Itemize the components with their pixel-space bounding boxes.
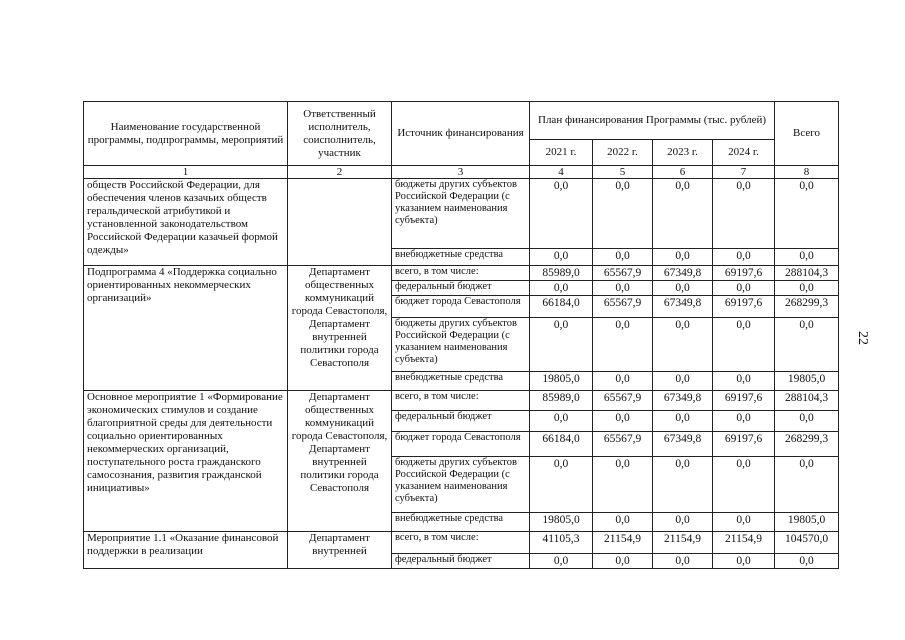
column-number: 3 <box>392 166 530 179</box>
total-value-cell: 288104,3 <box>775 266 839 281</box>
total-value-cell: 0,0 <box>775 411 839 432</box>
table-row <box>84 532 839 554</box>
funding-source-cell: федеральный бюджет <box>392 554 530 569</box>
year-value-cell: 0,0 <box>713 554 775 569</box>
year-value-cell: 0,0 <box>653 372 713 391</box>
year-value-cell: 0,0 <box>713 318 775 372</box>
funding-source-cell: федеральный бюджет <box>392 281 530 296</box>
year-value-cell: 66184,0 <box>530 432 593 457</box>
year-value-cell: 0,0 <box>653 318 713 372</box>
program-name-cell: Подпрограмма 4 «Поддержка социально ориентированных некоммерческих организаций» <box>84 266 288 391</box>
program-name-cell: Основное мероприятие 1 «Формирование экономических стимулов и создание благоприятной среды для деятельности социально ориентированных некоммерческих организаций, поступательного роста гражданского самосознания, развития гражданской инициативы» <box>84 391 288 532</box>
header-year: 2022 г. <box>593 140 653 166</box>
year-value-cell: 0,0 <box>593 281 653 296</box>
header-total: Всего <box>775 102 839 166</box>
table-body <box>84 179 839 569</box>
funding-source-cell: бюджет города Севастополя <box>392 296 530 318</box>
year-value-cell: 65567,9 <box>593 391 653 411</box>
year-value-cell: 19805,0 <box>530 372 593 391</box>
total-value-cell: 0,0 <box>775 281 839 296</box>
year-value-cell: 19805,0 <box>530 513 593 532</box>
year-value-cell: 21154,9 <box>653 532 713 554</box>
year-value-cell: 0,0 <box>593 457 653 513</box>
year-value-cell: 0,0 <box>713 411 775 432</box>
year-value-cell: 0,0 <box>653 179 713 249</box>
executor-cell <box>288 179 392 266</box>
total-value-cell: 0,0 <box>775 457 839 513</box>
year-value-cell: 67349,8 <box>653 266 713 281</box>
year-value-cell: 41105,3 <box>530 532 593 554</box>
year-value-cell: 85989,0 <box>530 391 593 411</box>
year-value-cell: 67349,8 <box>653 432 713 457</box>
year-value-cell: 0,0 <box>593 179 653 249</box>
year-value-cell: 0,0 <box>713 513 775 532</box>
year-value-cell: 0,0 <box>593 318 653 372</box>
year-value-cell: 0,0 <box>593 411 653 432</box>
funding-source-cell: бюджет города Севастополя <box>392 432 530 457</box>
year-value-cell: 0,0 <box>530 554 593 569</box>
year-value-cell: 69197,6 <box>713 296 775 318</box>
total-value-cell: 0,0 <box>775 249 839 266</box>
executor-cell: Департамент внутренней <box>288 532 392 569</box>
year-value-cell: 0,0 <box>530 411 593 432</box>
year-value-cell: 21154,9 <box>713 532 775 554</box>
total-value-cell: 0,0 <box>775 179 839 249</box>
year-value-cell: 0,0 <box>530 318 593 372</box>
total-value-cell: 268299,3 <box>775 432 839 457</box>
header-year: 2024 г. <box>713 140 775 166</box>
page-number: 22 <box>855 331 870 345</box>
total-value-cell: 19805,0 <box>775 372 839 391</box>
year-value-cell: 0,0 <box>653 411 713 432</box>
total-value-cell: 104570,0 <box>775 532 839 554</box>
year-value-cell: 69197,6 <box>713 391 775 411</box>
executor-cell: Департамент общественных коммуникаций города Севастополя, Департамент внутренней политики города Севастополя <box>288 391 392 532</box>
total-value-cell: 0,0 <box>775 318 839 372</box>
total-value-cell: 19805,0 <box>775 513 839 532</box>
total-value-cell: 268299,3 <box>775 296 839 318</box>
year-value-cell: 69197,6 <box>713 432 775 457</box>
header-source: Источник финансирования <box>392 102 530 166</box>
total-value-cell: 0,0 <box>775 554 839 569</box>
total-value-cell: 288104,3 <box>775 391 839 411</box>
year-value-cell: 21154,9 <box>593 532 653 554</box>
funding-source-cell: внебюджетные средства <box>392 513 530 532</box>
year-value-cell: 0,0 <box>530 249 593 266</box>
year-value-cell: 0,0 <box>713 372 775 391</box>
column-number: 8 <box>775 166 839 179</box>
year-value-cell: 65567,9 <box>593 296 653 318</box>
year-value-cell: 65567,9 <box>593 266 653 281</box>
year-value-cell: 69197,6 <box>713 266 775 281</box>
year-value-cell: 0,0 <box>713 179 775 249</box>
header-plan: План финансирования Программы (тыс. рублей) <box>530 102 775 140</box>
year-value-cell: 66184,0 <box>530 296 593 318</box>
column-number: 7 <box>713 166 775 179</box>
table-header <box>84 102 839 179</box>
funding-source-cell: бюджеты других субъектов Российской Федерации (с указанием наименования субъекта) <box>392 318 530 372</box>
year-value-cell: 0,0 <box>593 554 653 569</box>
year-value-cell: 0,0 <box>653 513 713 532</box>
column-number: 6 <box>653 166 713 179</box>
year-value-cell: 0,0 <box>713 457 775 513</box>
column-number: 1 <box>84 166 288 179</box>
year-value-cell: 0,0 <box>530 179 593 249</box>
year-value-cell: 0,0 <box>593 249 653 266</box>
program-name-cell: Мероприятие 1.1 «Оказание финансовой поддержки в реализации <box>84 532 288 569</box>
funding-source-cell: всего, в том числе: <box>392 391 530 411</box>
table-row <box>84 266 839 281</box>
year-value-cell: 0,0 <box>713 281 775 296</box>
year-value-cell: 0,0 <box>713 249 775 266</box>
year-value-cell: 0,0 <box>653 249 713 266</box>
year-value-cell: 65567,9 <box>593 432 653 457</box>
funding-source-cell: бюджеты других субъектов Российской Федерации (с указанием наименования субъекта) <box>392 457 530 513</box>
year-value-cell: 0,0 <box>653 554 713 569</box>
year-value-cell: 85989,0 <box>530 266 593 281</box>
table-row <box>84 179 839 249</box>
funding-source-cell: внебюджетные средства <box>392 372 530 391</box>
header-executor: Ответственный исполнитель, соисполнитель, участник <box>288 102 392 166</box>
funding-source-cell: бюджеты других субъектов Российской Федерации (с указанием наименования субъекта) <box>392 179 530 249</box>
year-value-cell: 67349,8 <box>653 296 713 318</box>
table-row <box>84 391 839 411</box>
column-number: 4 <box>530 166 593 179</box>
funding-source-cell: федеральный бюджет <box>392 411 530 432</box>
year-value-cell: 0,0 <box>530 457 593 513</box>
year-value-cell: 0,0 <box>593 513 653 532</box>
header-name: Наименование государственной программы, подпрограммы, мероприятий <box>84 102 288 166</box>
year-value-cell: 67349,8 <box>653 391 713 411</box>
header-year: 2023 г. <box>653 140 713 166</box>
financing-table <box>83 101 839 569</box>
program-name-cell: обществ Российской Федерации, для обеспечения членов казачьих обществ геральдической атрибутикой и установленной законодательством Российской Федерации казачьей формой одежды» <box>84 179 288 266</box>
year-value-cell: 0,0 <box>593 372 653 391</box>
executor-cell: Департамент общественных коммуникаций города Севастополя, Департамент внутренней политики города Севастополя <box>288 266 392 391</box>
header-year: 2021 г. <box>530 140 593 166</box>
column-number: 5 <box>593 166 653 179</box>
funding-source-cell: всего, в том числе: <box>392 532 530 554</box>
year-value-cell: 0,0 <box>530 281 593 296</box>
column-number: 2 <box>288 166 392 179</box>
funding-source-cell: внебюджетные средства <box>392 249 530 266</box>
year-value-cell: 0,0 <box>653 281 713 296</box>
funding-source-cell: всего, в том числе: <box>392 266 530 281</box>
year-value-cell: 0,0 <box>653 457 713 513</box>
